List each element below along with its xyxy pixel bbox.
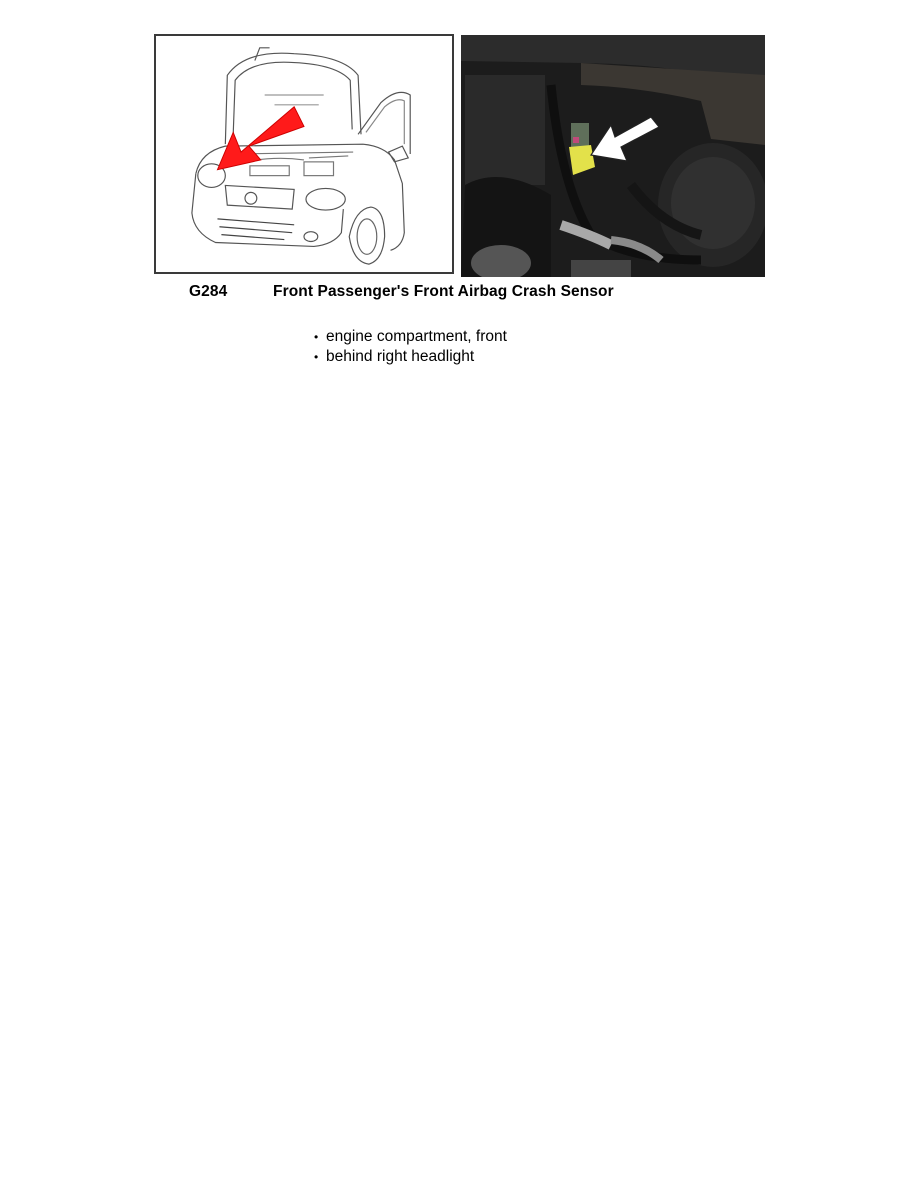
car-front-illustration-icon xyxy=(156,36,452,272)
location-text: engine compartment, front xyxy=(326,328,507,345)
engine-bay-photo-figure xyxy=(461,35,765,277)
location-list xyxy=(314,327,507,367)
red-pointer-arrow-icon xyxy=(217,107,304,170)
component-code: G284 xyxy=(189,283,228,300)
component-name: Front Passenger's Front Airbag Crash Sensor xyxy=(273,283,614,300)
engine-bay-photo-icon xyxy=(461,35,765,277)
car-illustration-figure xyxy=(154,34,454,274)
bullet-icon: • xyxy=(314,350,319,364)
location-text: behind right headlight xyxy=(326,348,475,365)
location-item xyxy=(314,327,507,347)
bullet-icon: • xyxy=(314,330,319,344)
location-item xyxy=(314,347,507,367)
